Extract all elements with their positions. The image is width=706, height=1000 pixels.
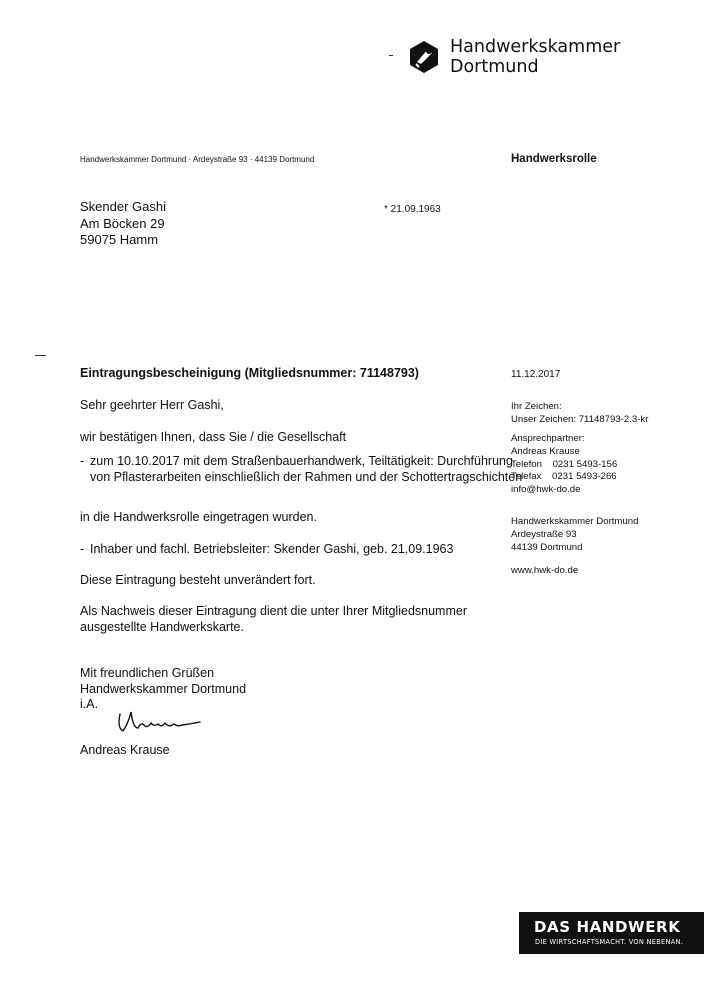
contact-label: Ansprechpartner:: [511, 433, 585, 444]
salutation: Sehr geehrter Herr Gashi,: [80, 398, 224, 412]
sender-line: Handwerkskammer Dortmund · Ardeystraße 93 · 44139 Dortmund: [80, 155, 315, 164]
reference-block: [511, 401, 648, 427]
chamber-website[interactable]: www.hwk-do.de: [511, 565, 579, 576]
contact-phone: Telefon 0231 5493-156: [511, 458, 618, 470]
your-reference: Ihr Zeichen:: [511, 401, 562, 412]
badge-title: DAS HANDWERK: [534, 918, 681, 936]
das-handwerk-badge: [519, 912, 704, 954]
contact-block: [511, 433, 617, 497]
closing-greeting: Mit freundlichen Grüßen: [80, 666, 215, 680]
recipient-address: [80, 199, 166, 249]
fold-mark: [35, 355, 46, 356]
chamber-name-line1: Handwerkskammer: [450, 37, 621, 57]
chamber-address-name: Handwerkskammer Dortmund: [511, 516, 639, 527]
contact-name: Andreas Krause: [511, 445, 580, 457]
logo-dash-mark: [389, 55, 393, 56]
owner-text: Inhaber und fachl. Betriebsleiter: Skender Gashi, geb. 21.09.1963: [90, 542, 454, 556]
registration-text: zum 10.10.2017 mit dem Straßenbauerhandwerk, Teiltätigkeit: Durchführung von Pflasterarbeiten einschließlich der Rahmen und der Schottertragschichten: [90, 454, 523, 484]
letter-date: 11.12.2017: [511, 369, 561, 380]
chamber-logo-icon: [408, 40, 440, 74]
entered-text: in die Handwerksrolle eingetragen wurden.: [80, 510, 317, 524]
handwritten-signature: [114, 708, 204, 736]
proof-line-2: ausgestellte Handwerkskarte.: [80, 620, 244, 634]
bullet-dash: -: [80, 542, 85, 556]
status-text: Diese Eintragung besteht unverändert fort.: [80, 573, 316, 587]
badge-subtitle: DIE WIRTSCHAFTSMACHT. VON NEBENAN.: [535, 938, 684, 946]
recipient-birth-date: * 21.09.1963: [384, 204, 441, 215]
intro-text: wir bestätigen Ihnen, dass Sie / die Gesellschaft: [80, 430, 347, 444]
chamber-address-city: 44139 Dortmund: [511, 541, 583, 553]
letter-subject: Eintragungsbescheinigung (Mitgliedsnummer: 71148793): [80, 366, 419, 380]
chamber-name: [450, 37, 620, 77]
contact-fax: Telefax 0231 5493-266: [511, 471, 617, 483]
bullet-dash: -: [80, 454, 85, 468]
chamber-address-street: Ardeystraße 93: [511, 528, 577, 540]
closing-org: Handwerkskammer Dortmund: [80, 682, 247, 696]
recipient-name: Skender Gashi: [80, 199, 166, 214]
recipient-city: 59075 Hamm: [80, 232, 159, 247]
closing-ia: i.A.: [80, 697, 99, 711]
chamber-name-line2: Dortmund: [450, 57, 539, 77]
our-reference: Unser Zeichen: 71148793-2.3-kr: [511, 413, 649, 425]
signatory-name: Andreas Krause: [80, 743, 170, 757]
recipient-street: Am Böcken 29: [80, 215, 165, 231]
contact-email[interactable]: info@hwk-do.de: [511, 484, 581, 496]
section-label: Handwerksrolle: [511, 153, 597, 165]
proof-line-1: Als Nachweis dieser Eintragung dient die unter Ihrer Mitgliedsnummer: [80, 604, 467, 618]
chamber-address-block: [511, 516, 638, 554]
